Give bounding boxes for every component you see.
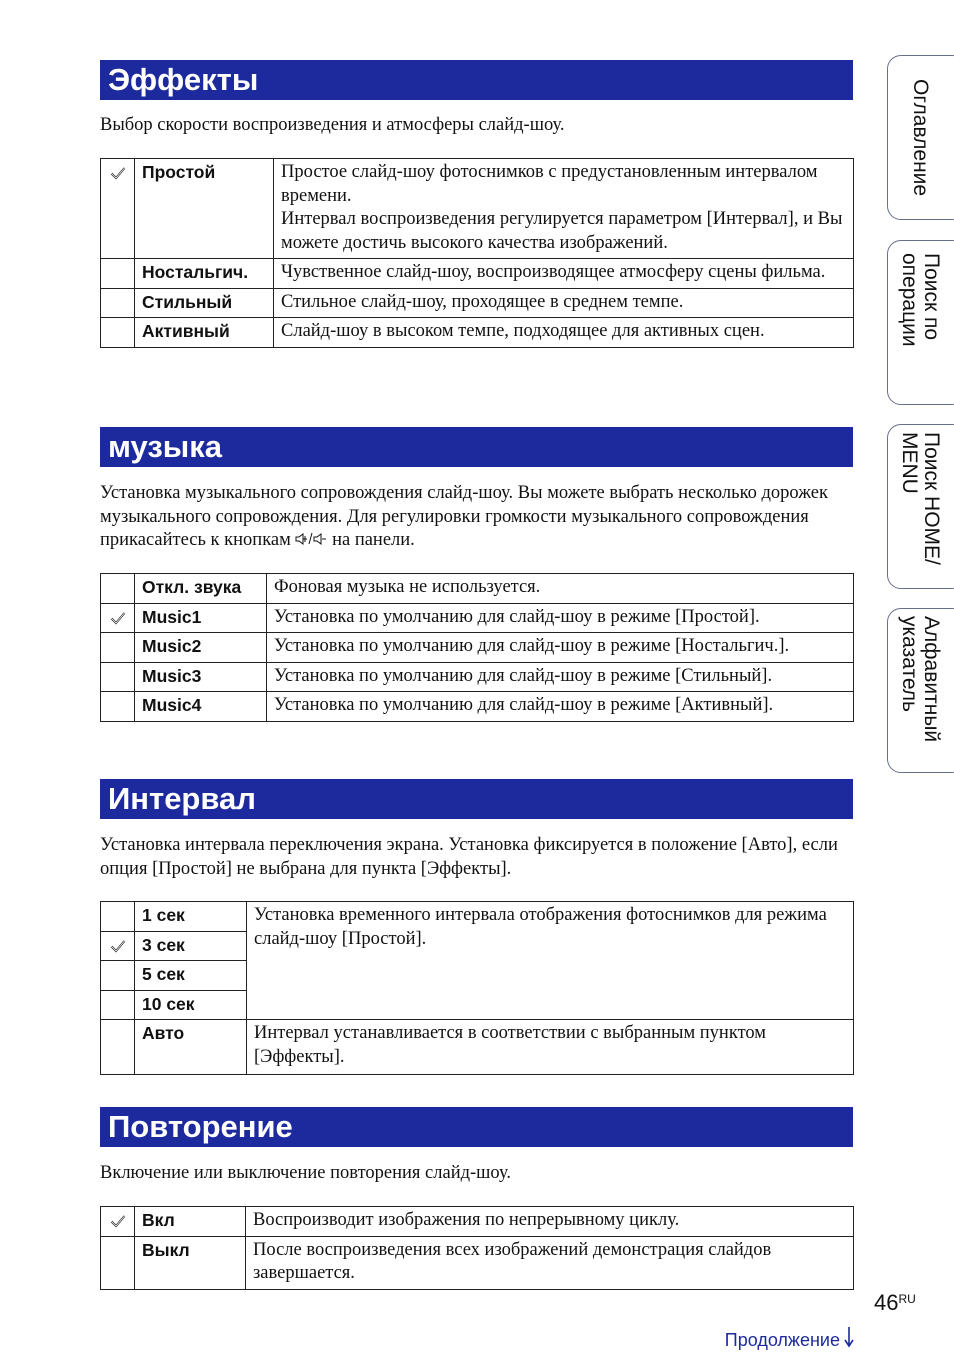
check-cell: [101, 633, 135, 663]
side-tab-alphabetical-index[interactable]: [887, 608, 954, 773]
volume-buttons-icon: [295, 530, 327, 554]
check-cell: [101, 961, 135, 991]
option-description: Установка по умолчанию для слайд-шоу в режиме [Ностальгич.].: [267, 633, 854, 663]
side-tab-home-menu-search[interactable]: [887, 424, 954, 589]
check-cell: [101, 574, 135, 604]
check-cell: [101, 1236, 135, 1289]
check-cell: [101, 931, 135, 961]
option-label: Стильный: [135, 288, 274, 318]
table-row: [101, 159, 854, 259]
check-cell: [101, 603, 135, 633]
check-cell: [101, 318, 135, 348]
check-icon: [110, 1215, 126, 1232]
down-arrow-icon: [844, 1326, 854, 1354]
side-tab-label: Поиск HOME/ MENU: [898, 431, 943, 565]
check-cell: [101, 159, 135, 259]
check-cell: [101, 902, 135, 932]
check-icon: [110, 167, 126, 184]
music-table: [100, 573, 854, 722]
option-description: Установка временного интервала отображения фотоснимков для режима слайд-шоу [Простой].: [247, 902, 854, 1020]
option-description: Воспроизводит изображения по непрерывному циклу.: [246, 1207, 854, 1237]
option-label: Music3: [135, 662, 267, 692]
interval-table: [100, 901, 854, 1075]
option-label: 5 сек: [135, 961, 247, 991]
table-row: [101, 574, 854, 604]
option-description: Интервал устанавливается в соответствии с выбранным пунктом [Эффекты].: [247, 1020, 854, 1075]
section-description-interval: Установка интервала переключения экрана. Установка фиксируется в положение [Авто], если опция [Простой] не выбрана для пункта [Эффекты].: [100, 835, 838, 879]
table-row: [101, 902, 854, 932]
option-label: Выкл: [135, 1236, 246, 1289]
option-label: Авто: [135, 1020, 247, 1075]
music-description-suffix: на панели.: [332, 530, 415, 550]
section-title-music: музыка: [100, 427, 853, 467]
repeat-table: [100, 1206, 854, 1290]
check-cell: [101, 1207, 135, 1237]
music-description-text: Установка музыкального сопровождения слайд-шоу. Вы можете выбрать несколько дорожек музыкального сопровождения. Для регулировки громкости музыкального сопровождения прикасайтесь к кнопкам: [100, 483, 828, 550]
table-row: [101, 1207, 854, 1237]
section-description-effects: Выбор скорости воспроизведения и атмосферы слайд-шоу.: [100, 115, 565, 135]
section-title-repeat: Повторение: [100, 1107, 853, 1147]
option-label: Music1: [135, 603, 267, 633]
table-row: [101, 1236, 854, 1289]
check-cell: [101, 990, 135, 1020]
option-description: Установка по умолчанию для слайд-шоу в режиме [Активный].: [267, 692, 854, 722]
table-row: [101, 603, 854, 633]
option-label: 1 сек: [135, 902, 247, 932]
option-description: После воспроизведения всех изображений демонстрация слайдов завершается.: [246, 1236, 854, 1289]
check-cell: [101, 1020, 135, 1075]
check-icon: [110, 612, 126, 629]
section-title-effects: Эффекты: [100, 60, 853, 100]
option-label: Вкл: [135, 1207, 246, 1237]
page-number: [874, 1290, 916, 1316]
check-cell: [101, 692, 135, 722]
check-cell: [101, 662, 135, 692]
check-cell: [101, 259, 135, 289]
option-description: Установка по умолчанию для слайд-шоу в режиме [Стильный].: [267, 662, 854, 692]
table-row: [101, 1020, 854, 1075]
option-description: Фоновая музыка не используется.: [267, 574, 854, 604]
table-row: [101, 288, 854, 318]
option-label: Music2: [135, 633, 267, 663]
option-label: 3 сек: [135, 931, 247, 961]
option-label: Откл. звука: [135, 574, 267, 604]
check-cell: [101, 288, 135, 318]
option-description: Установка по умолчанию для слайд-шоу в режиме [Простой].: [267, 603, 854, 633]
page-number-suffix: RU: [898, 1292, 916, 1306]
table-row: [101, 259, 854, 289]
table-row: [101, 633, 854, 663]
option-description: Простое слайд-шоу фотоснимков с предустановленным интервалом времени. Интервал воспроизведения регулируется параметром [Интервал], и Вы можете достичь высокого качества изображений.: [274, 159, 854, 259]
option-label: Простой: [135, 159, 274, 259]
option-description: Чувственное слайд-шоу, воспроизводящее атмосферу сцены фильма.: [274, 259, 854, 289]
page-number-value: 46: [874, 1290, 899, 1315]
side-tab-label: Оглавление: [909, 78, 932, 197]
option-label: Music4: [135, 692, 267, 722]
option-description: Стильное слайд-шоу, проходящее в среднем темпе.: [274, 288, 854, 318]
section-description-repeat: Включение или выключение повторения слайд-шоу.: [100, 1163, 511, 1183]
option-label: 10 сек: [135, 990, 247, 1020]
table-row: [101, 318, 854, 348]
option-label: Ностальгич.: [135, 259, 274, 289]
table-row: [101, 662, 854, 692]
table-row: [101, 692, 854, 722]
option-description: Слайд-шоу в высоком темпе, подходящее для активных сцен.: [274, 318, 854, 348]
check-icon: [110, 940, 126, 957]
side-tab-contents[interactable]: [887, 55, 954, 220]
option-label: Активный: [135, 318, 274, 348]
side-tab-operation-search[interactable]: [887, 240, 954, 405]
effects-table: [100, 158, 854, 348]
side-tab-label: Алфавитный указатель: [898, 615, 943, 742]
continue-link[interactable]: [725, 1326, 854, 1354]
section-description-music: [100, 482, 853, 554]
section-title-interval: Интервал: [100, 779, 853, 819]
continue-label: Продолжение: [724, 1329, 840, 1350]
side-tab-label: Поиск по операции: [898, 252, 943, 347]
